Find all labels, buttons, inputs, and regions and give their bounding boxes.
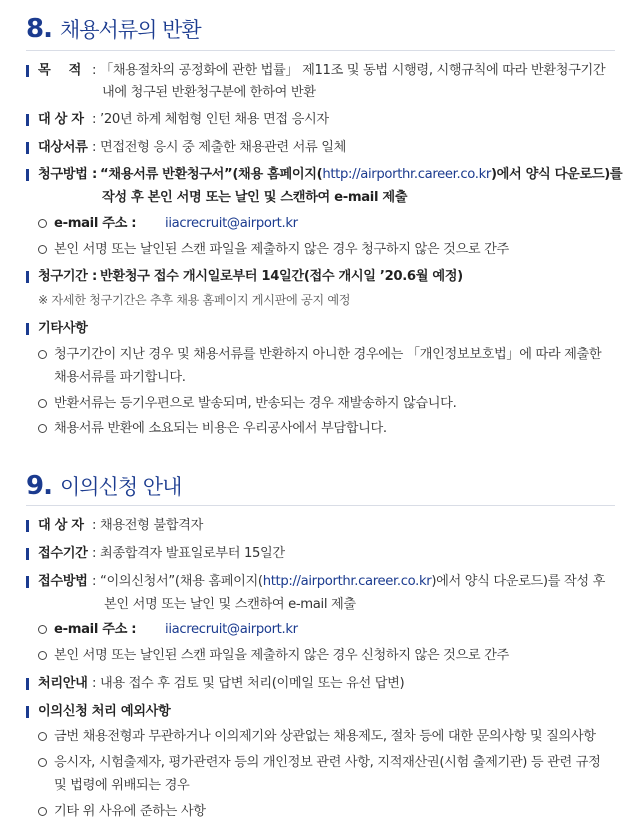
period-label: 청구기간 [38, 269, 88, 284]
method-text-pre: “채용서류 반환청구서”(채용 홈페이지( [100, 167, 323, 182]
circle-bullet-icon [38, 424, 47, 433]
section-8-heading [26, 14, 616, 44]
bullet-bar [26, 114, 29, 126]
purpose-colon: : [92, 63, 97, 78]
process-label: 처리안내 [38, 676, 88, 691]
colon: : [92, 167, 97, 182]
list-item-text-line2: 및 법령에 위배되는 경우 [54, 778, 190, 793]
divider [26, 505, 615, 506]
circle-bullet-icon [38, 732, 47, 741]
section-number: 8. [26, 14, 52, 44]
circle-bullet-icon [38, 350, 47, 359]
target-label: 대 상 자 [38, 112, 84, 127]
list-item-text: 채용서류 반환에 소요되는 비용은 우리공사에서 부담합니다. [54, 421, 387, 436]
section-9-heading [26, 471, 616, 501]
method-label: 접수방법 [38, 574, 88, 589]
method-text-line2: 작성 후 본인 서명 또는 날인 및 스캔하여 e-mail 제출 [102, 190, 408, 205]
email-link[interactable]: iiacrecruit@airport.kr [165, 216, 298, 231]
except-label: 이의신청 처리 예외사항 [38, 704, 171, 719]
circle-bullet-icon [38, 625, 47, 634]
target-label: 대 상 자 [38, 518, 84, 533]
period-label: 접수기간 [38, 546, 88, 561]
circle-bullet-icon [38, 758, 47, 767]
list-item-text: 반환서류는 등기우편으로 발송되며, 반송되는 경우 재발송하지 않습니다. [54, 396, 457, 411]
method-text-post: )에서 양식 다운로드)를 [490, 167, 623, 182]
warn-text: 본인 서명 또는 날인된 스캔 파일을 제출하지 않은 경우 청구하지 않은 것으로 간주 [54, 242, 509, 257]
list-item-text: 청구기간이 지난 경우 및 채용서류를 반환하지 아니한 경우에는 「개인정보보호법」에 따라 제출한 [54, 347, 602, 362]
email-label: e-mail 주소 : [54, 216, 137, 231]
process-text: 내용 접수 후 검토 및 답변 처리(이메일 또는 유선 답변) [100, 676, 405, 691]
career-link[interactable]: http://airporthr.career.co.kr [322, 167, 491, 182]
bullet-bar [26, 65, 29, 77]
circle-bullet-icon [38, 807, 47, 816]
purpose-text: 「채용절차의 공정화에 관한 법률」 제11조 및 동법 시행령, 시행규칙에 따라 반환청구기간 [100, 63, 606, 78]
career-link[interactable]: http://airporthr.career.co.kr [262, 574, 432, 589]
bullet-bar [26, 678, 29, 690]
bullet-bar [26, 169, 29, 181]
etc-label: 기타사항 [38, 321, 88, 336]
method-text [100, 164, 622, 185]
section-title: 채용서류의 반환 [59, 18, 201, 42]
colon: : [92, 574, 97, 589]
bullet-bar [26, 142, 29, 154]
circle-bullet-icon [38, 399, 47, 408]
purpose-text-line2: 내에 청구된 반환청구분에 한하여 반환 [102, 85, 316, 100]
method-text-line2: 본인 서명 또는 날인 및 스캔하여 e-mail 제출 [104, 597, 356, 612]
period-text: 최종합격자 발표일로부터 15일간 [100, 546, 285, 561]
colon: : [92, 518, 97, 533]
divider [26, 50, 615, 51]
email-label: e-mail 주소 : [54, 622, 137, 637]
colon: : [92, 140, 97, 155]
bullet-bar [26, 576, 29, 588]
section-number: 9. [26, 471, 52, 501]
method-text-post: )에서 양식 다운로드)를 작성 후 [431, 574, 605, 589]
list-item-text: 금번 채용전형과 무관하거나 이의제기와 상관없는 채용제도, 절차 등에 대한 문의사항 및 질의사항 [54, 729, 596, 744]
circle-bullet-icon [38, 651, 47, 660]
docs-label: 대상서류 [38, 140, 88, 155]
purpose-label: 목 적 [38, 63, 82, 78]
period-note: ※ 자세한 청구기간은 추후 채용 홈페이지 게시판에 공지 예정 [38, 293, 351, 307]
method-text [100, 571, 605, 592]
warn-text: 본인 서명 또는 날인된 스캔 파일을 제출하지 않은 경우 신청하지 않은 것으로 간주 [54, 648, 509, 663]
target-text: 채용전형 불합격자 [100, 518, 203, 533]
circle-bullet-icon [38, 245, 47, 254]
colon: : [92, 112, 97, 127]
target-text: ’20년 하계 체험형 인턴 채용 면접 응시자 [100, 112, 329, 127]
email-link[interactable]: iiacrecruit@airport.kr [165, 622, 298, 637]
bullet-bar [26, 520, 29, 532]
list-item-text: 기타 위 사유에 준하는 사항 [54, 804, 206, 819]
list-item-text-line2: 채용서류를 파기합니다. [54, 370, 186, 385]
bullet-bar [26, 706, 29, 718]
period-text: 반환청구 접수 개시일로부터 14일간(접수 개시일 ’20.6월 예정) [100, 269, 463, 284]
bullet-bar [26, 323, 29, 335]
bullet-bar [26, 548, 29, 560]
method-label: 청구방법 [38, 167, 88, 182]
method-text-pre: “이의신청서”(채용 홈페이지( [100, 574, 263, 589]
section-title: 이의신청 안내 [59, 475, 182, 499]
docs-text: 면접전형 응시 중 제출한 채용관련 서류 일체 [100, 140, 347, 155]
list-item-text: 응시자, 시험출제자, 평가관련자 등의 개인정보 관련 사항, 지적재산권(시험 출제기관) 등 관련 규정 [54, 755, 601, 770]
colon: : [92, 676, 97, 691]
colon: : [92, 546, 97, 561]
colon: : [92, 269, 97, 284]
bullet-bar [26, 271, 29, 283]
circle-bullet-icon [38, 219, 47, 228]
